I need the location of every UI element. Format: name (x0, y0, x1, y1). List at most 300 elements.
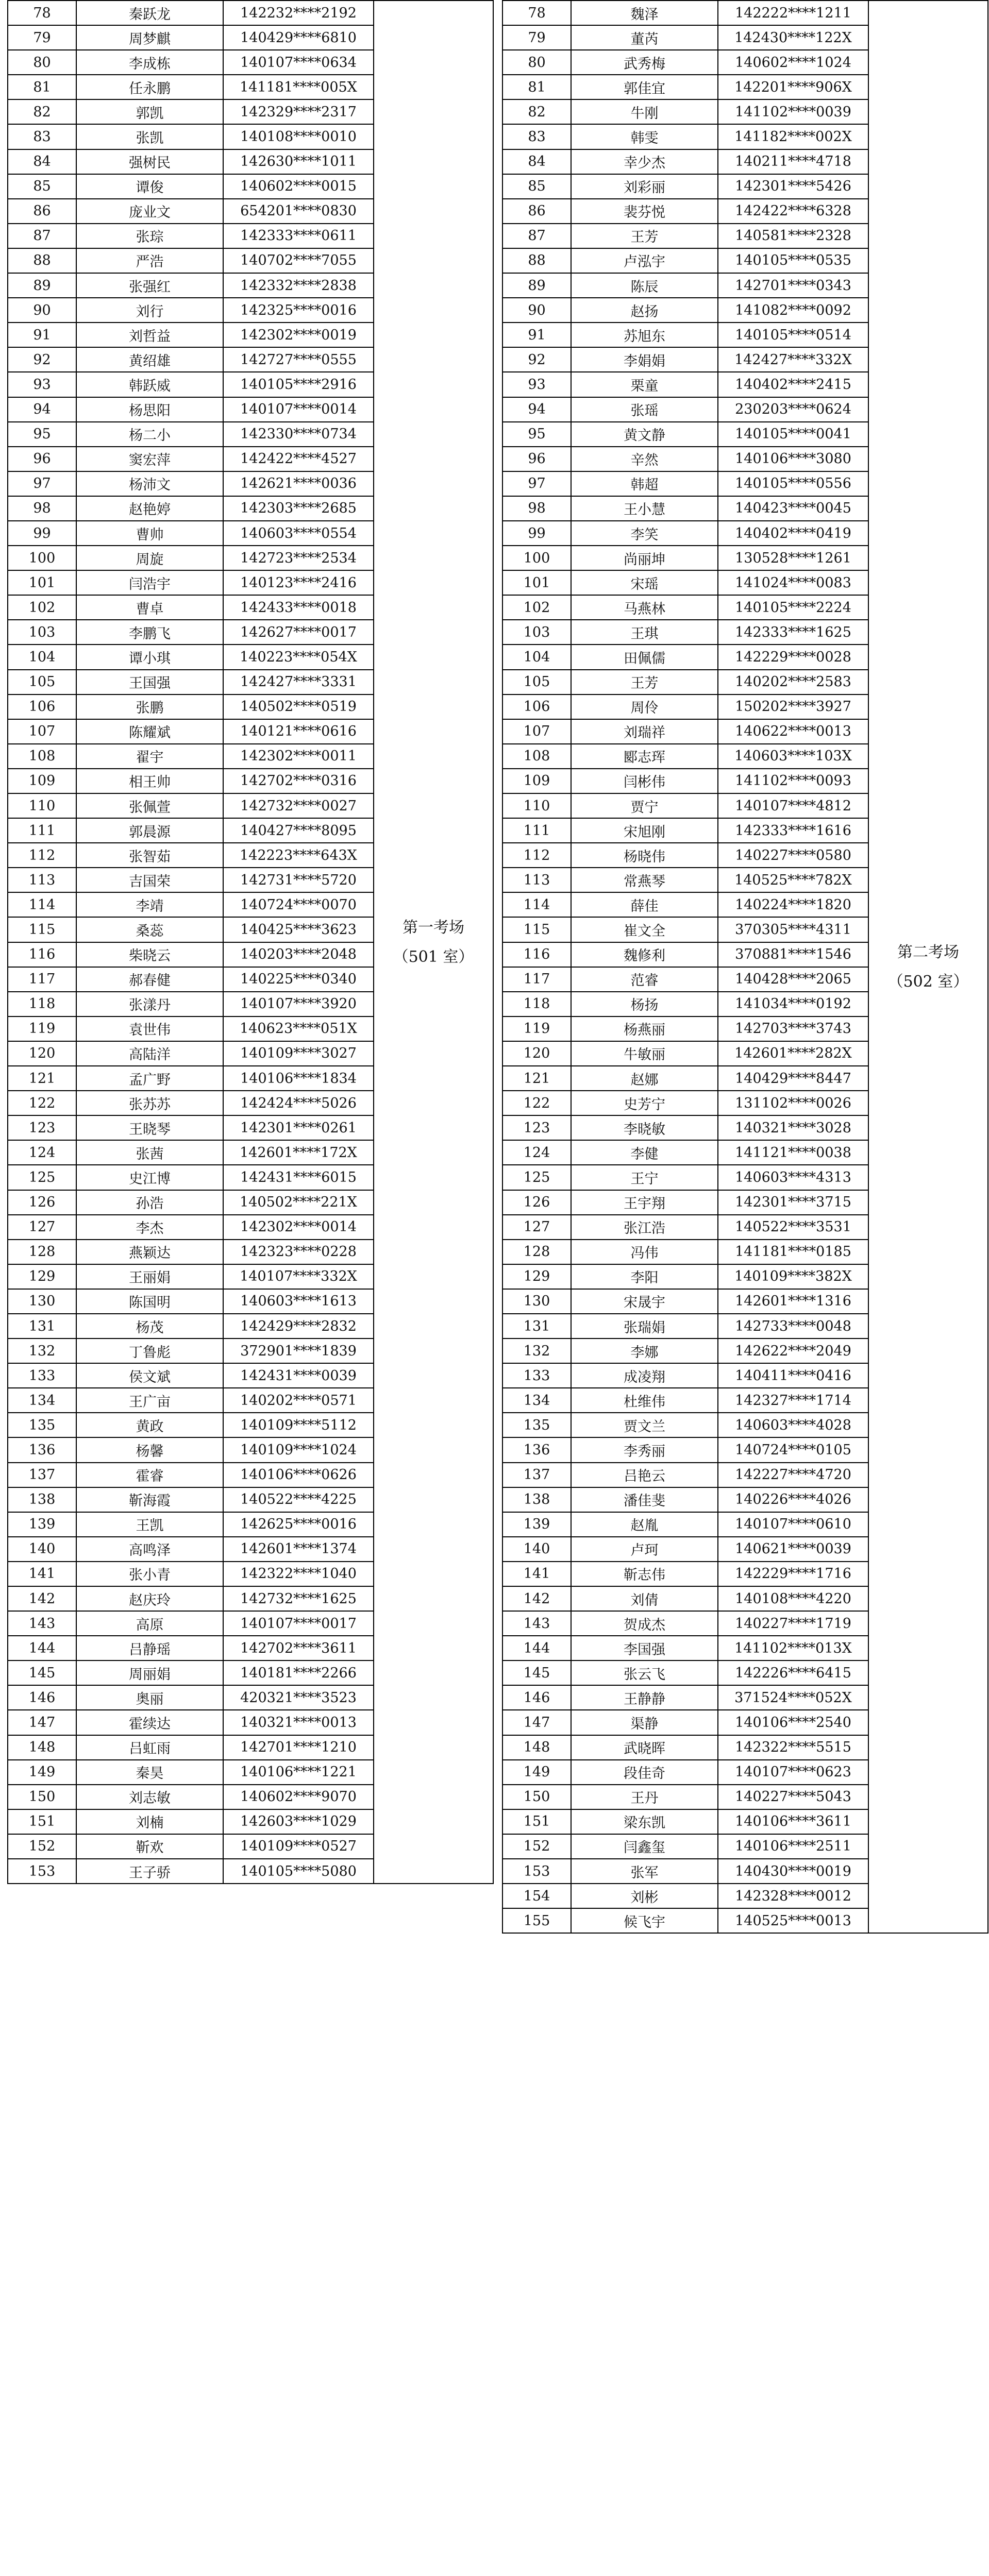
left-id-cell: 140429****6810 (223, 25, 374, 50)
right-id-cell: 142333****1625 (718, 620, 868, 645)
table-row (8, 1760, 988, 1785)
right-no-cell: 111 (502, 818, 571, 843)
left-id-cell: 140427****8095 (223, 818, 374, 843)
right-no-cell: 100 (502, 546, 571, 570)
left-id-cell: 142701****1210 (223, 1735, 374, 1760)
right-id-cell: 140227****0580 (718, 843, 868, 868)
column-gap (493, 1437, 502, 1462)
table-row (8, 1115, 988, 1140)
column-gap (493, 769, 502, 793)
table-row (8, 50, 988, 75)
table-row (8, 992, 988, 1016)
left-no-cell: 137 (8, 1463, 76, 1487)
left-name-cell: 张苏苏 (76, 1091, 223, 1115)
left-no-cell: 108 (8, 744, 76, 769)
column-gap (493, 843, 502, 868)
left-no-cell: 98 (8, 496, 76, 521)
right-no-cell: 143 (502, 1611, 571, 1636)
column-gap (493, 1264, 502, 1289)
right-name-cell: 宋瑶 (571, 570, 718, 595)
right-id-cell: 140108****4220 (718, 1586, 868, 1611)
table-row (8, 1437, 988, 1462)
table-row (8, 1066, 988, 1091)
left-no-cell: 127 (8, 1215, 76, 1240)
right-name-cell: 韩雯 (571, 124, 718, 149)
right-no-cell: 116 (502, 942, 571, 967)
left-no-cell: 149 (8, 1760, 76, 1785)
column-gap (493, 199, 502, 224)
right-name-cell: 候飞宇 (571, 1908, 718, 1933)
right-id-cell: 141024****0083 (718, 570, 868, 595)
right-id-cell: 140622****0013 (718, 719, 868, 744)
left-name-cell: 王丽娟 (76, 1264, 223, 1289)
right-name-cell: 王小慧 (571, 496, 718, 521)
left-id-cell: 654201****0830 (223, 199, 374, 224)
table-row (8, 224, 988, 248)
right-name-cell: 刘彩丽 (571, 174, 718, 199)
right-name-cell: 周伶 (571, 694, 718, 719)
left-name-cell: 杨思阳 (76, 397, 223, 422)
right-id-cell: 142703****3743 (718, 1016, 868, 1041)
left-no-cell: 115 (8, 917, 76, 942)
right-name-cell: 李娜 (571, 1338, 718, 1363)
right-id-cell: 142226****6415 (718, 1660, 868, 1685)
left-id-cell: 142322****1040 (223, 1562, 374, 1586)
right-no-cell: 121 (502, 1066, 571, 1091)
right-no-cell: 129 (502, 1264, 571, 1289)
right-id-cell: 142222****1211 (718, 1, 868, 25)
table-row (8, 1140, 988, 1165)
left-no-cell: 78 (8, 1, 76, 25)
right-no-cell: 79 (502, 25, 571, 50)
right-name-cell: 贺成杰 (571, 1611, 718, 1636)
right-id-cell: 140227****1719 (718, 1611, 868, 1636)
column-gap (493, 124, 502, 149)
right-name-cell: 冯伟 (571, 1240, 718, 1264)
left-name-cell: 庞业文 (76, 199, 223, 224)
empty-cell (8, 1884, 493, 1908)
left-no-cell: 81 (8, 75, 76, 99)
table-row (8, 397, 988, 422)
left-id-cell: 141181****005X (223, 75, 374, 99)
left-no-cell: 132 (8, 1338, 76, 1363)
left-name-cell: 吉国荣 (76, 868, 223, 892)
empty-cell (8, 1908, 493, 1933)
column-gap (493, 793, 502, 818)
left-id-cell: 142302****0019 (223, 323, 374, 347)
left-no-cell: 150 (8, 1785, 76, 1809)
column-gap (493, 1834, 502, 1859)
left-no-cell: 112 (8, 843, 76, 868)
right-name-cell: 常燕琴 (571, 868, 718, 892)
left-name-cell: 杨二小 (76, 422, 223, 447)
left-name-cell: 张智茹 (76, 843, 223, 868)
left-id-cell: 140109****5112 (223, 1413, 374, 1437)
left-name-cell: 孟广野 (76, 1066, 223, 1091)
left-id-cell: 142601****1374 (223, 1537, 374, 1562)
right-id-cell: 142601****282X (718, 1041, 868, 1066)
right-id-cell: 141034****0192 (718, 992, 868, 1016)
right-name-cell: 裴芬悦 (571, 199, 718, 224)
right-name-cell: 武秀梅 (571, 50, 718, 75)
right-id-cell: 140581****2328 (718, 224, 868, 248)
table-row (8, 1, 988, 25)
column-gap (493, 447, 502, 471)
table-row (8, 1240, 988, 1264)
right-id-cell: 130528****1261 (718, 546, 868, 570)
column-gap (493, 670, 502, 694)
room-name: 第二考场 (897, 943, 959, 961)
right-no-cell: 152 (502, 1834, 571, 1859)
column-gap (493, 645, 502, 669)
right-id-cell: 140106****2511 (718, 1834, 868, 1859)
right-name-cell: 卢珂 (571, 1537, 718, 1562)
left-no-cell: 88 (8, 248, 76, 273)
column-gap (493, 1165, 502, 1190)
right-id-cell: 141102****013X (718, 1636, 868, 1660)
room-name: 第一考场 (403, 918, 464, 937)
right-no-cell: 154 (502, 1884, 571, 1908)
right-no-cell: 103 (502, 620, 571, 645)
left-id-cell: 142427****3331 (223, 670, 374, 694)
left-no-cell: 122 (8, 1091, 76, 1115)
right-no-cell: 123 (502, 1115, 571, 1140)
left-name-cell: 周梦麒 (76, 25, 223, 50)
table-row (8, 744, 988, 769)
table-row (8, 1413, 988, 1437)
right-id-cell: 142229****0028 (718, 645, 868, 669)
left-id-cell: 140108****0010 (223, 124, 374, 149)
right-id-cell: 140105****0535 (718, 248, 868, 273)
column-gap (493, 1066, 502, 1091)
column-gap (493, 99, 502, 124)
left-id-cell: 142601****172X (223, 1140, 374, 1165)
right-id-cell: 140107****0623 (718, 1760, 868, 1785)
table-row (8, 124, 988, 149)
left-no-cell: 83 (8, 124, 76, 149)
right-no-cell: 110 (502, 793, 571, 818)
right-no-cell: 112 (502, 843, 571, 868)
right-id-cell: 140107****4812 (718, 793, 868, 818)
column-gap (493, 1537, 502, 1562)
right-no-cell: 89 (502, 273, 571, 298)
right-name-cell: 王琪 (571, 620, 718, 645)
right-name-cell: 宋晟宇 (571, 1289, 718, 1314)
left-no-cell: 106 (8, 694, 76, 719)
left-id-cell: 140107****0014 (223, 397, 374, 422)
left-id-cell: 140106****1221 (223, 1760, 374, 1785)
right-name-cell: 魏修利 (571, 942, 718, 967)
right-id-cell: 142328****0012 (718, 1884, 868, 1908)
column-gap (493, 992, 502, 1016)
left-id-cell: 372901****1839 (223, 1338, 374, 1363)
left-name-cell: 孙浩 (76, 1190, 223, 1215)
left-no-cell: 152 (8, 1834, 76, 1859)
column-gap (493, 521, 502, 546)
left-id-cell: 142723****2534 (223, 546, 374, 570)
column-gap (493, 1562, 502, 1586)
left-id-cell: 140109****3027 (223, 1041, 374, 1066)
right-no-cell: 99 (502, 521, 571, 546)
right-no-cell: 127 (502, 1215, 571, 1240)
left-name-cell: 王晓琴 (76, 1115, 223, 1140)
column-gap (493, 323, 502, 347)
column-gap (493, 917, 502, 942)
left-name-cell: 韩跃威 (76, 372, 223, 397)
left-name-cell: 秦昊 (76, 1760, 223, 1785)
right-id-cell: 140429****8447 (718, 1066, 868, 1091)
left-no-cell: 82 (8, 99, 76, 124)
left-name-cell: 李鹏飞 (76, 620, 223, 645)
right-name-cell: 辛然 (571, 447, 718, 471)
right-name-cell: 渠静 (571, 1710, 718, 1735)
right-no-cell: 144 (502, 1636, 571, 1660)
right-id-cell: 142227****4720 (718, 1463, 868, 1487)
column-gap (493, 422, 502, 447)
table-row (8, 769, 988, 793)
left-id-cell: 140602****0015 (223, 174, 374, 199)
column-gap (493, 1785, 502, 1809)
column-gap (493, 397, 502, 422)
table-row (8, 645, 988, 669)
left-id-cell: 140623****051X (223, 1016, 374, 1041)
right-no-cell: 105 (502, 670, 571, 694)
column-gap (493, 1016, 502, 1041)
right-name-cell: 李秀丽 (571, 1437, 718, 1462)
right-name-cell: 赵娜 (571, 1066, 718, 1091)
right-id-cell: 140224****1820 (718, 892, 868, 917)
right-id-cell: 142733****0048 (718, 1314, 868, 1338)
column-gap (493, 1338, 502, 1363)
left-id-cell: 142232****2192 (223, 1, 374, 25)
column-gap (493, 1859, 502, 1884)
right-no-cell: 150 (502, 1785, 571, 1809)
right-id-cell: 141102****0039 (718, 99, 868, 124)
left-id-cell: 142630****1011 (223, 149, 374, 174)
left-id-cell: 140107****0634 (223, 50, 374, 75)
left-no-cell: 138 (8, 1487, 76, 1512)
left-name-cell: 杨沛文 (76, 471, 223, 496)
left-no-cell: 94 (8, 397, 76, 422)
left-name-cell: 李成栋 (76, 50, 223, 75)
table-row (8, 1809, 988, 1834)
right-name-cell: 刘倩 (571, 1586, 718, 1611)
right-no-cell: 80 (502, 50, 571, 75)
left-name-cell: 任永鹏 (76, 75, 223, 99)
right-id-cell: 140602****1024 (718, 50, 868, 75)
right-no-cell: 134 (502, 1388, 571, 1413)
table-row (8, 25, 988, 50)
table-row (8, 347, 988, 372)
left-name-cell: 张茜 (76, 1140, 223, 1165)
left-no-cell: 148 (8, 1735, 76, 1760)
left-id-cell: 142732****1625 (223, 1586, 374, 1611)
left-id-cell: 142702****3611 (223, 1636, 374, 1660)
column-gap (493, 496, 502, 521)
right-no-cell: 106 (502, 694, 571, 719)
left-no-cell: 80 (8, 50, 76, 75)
column-gap (493, 1884, 502, 1908)
right-name-cell: 李阳 (571, 1264, 718, 1289)
right-name-cell: 李笑 (571, 521, 718, 546)
right-id-cell: 140603****4313 (718, 1165, 868, 1190)
column-gap (493, 1660, 502, 1685)
right-name-cell: 杨晓伟 (571, 843, 718, 868)
left-id-cell: 140223****054X (223, 645, 374, 669)
column-gap (493, 471, 502, 496)
right-name-cell: 张瑞娟 (571, 1314, 718, 1338)
table-row (8, 1562, 988, 1586)
column-gap (493, 25, 502, 50)
left-no-cell: 103 (8, 620, 76, 645)
left-no-cell: 109 (8, 769, 76, 793)
right-no-cell: 146 (502, 1685, 571, 1710)
right-id-cell: 141182****002X (718, 124, 868, 149)
left-no-cell: 117 (8, 967, 76, 992)
right-no-cell: 95 (502, 422, 571, 447)
right-name-cell: 李健 (571, 1140, 718, 1165)
table-row (8, 174, 988, 199)
table-row (8, 694, 988, 719)
table-row (8, 248, 988, 273)
left-name-cell: 刘行 (76, 298, 223, 323)
left-no-cell: 121 (8, 1066, 76, 1091)
left-no-cell: 111 (8, 818, 76, 843)
left-id-cell: 140106****0626 (223, 1463, 374, 1487)
table-row (8, 1859, 988, 1884)
left-name-cell: 相王帅 (76, 769, 223, 793)
left-id-cell: 140106****1834 (223, 1066, 374, 1091)
left-name-cell: 高鸣泽 (76, 1537, 223, 1562)
column-gap (493, 719, 502, 744)
right-name-cell: 魏泽 (571, 1, 718, 25)
left-id-cell: 140105****2916 (223, 372, 374, 397)
left-name-cell: 张漾丹 (76, 992, 223, 1016)
left-name-cell: 侯文斌 (76, 1363, 223, 1388)
right-no-cell: 91 (502, 323, 571, 347)
column-gap (493, 1388, 502, 1413)
right-id-cell: 142430****122X (718, 25, 868, 50)
column-gap (493, 1809, 502, 1834)
table-row (8, 1908, 988, 1933)
right-name-cell: 幸少杰 (571, 149, 718, 174)
left-id-cell: 140121****0616 (223, 719, 374, 744)
left-id-cell: 140107****332X (223, 1264, 374, 1289)
table-row (8, 1388, 988, 1413)
right-name-cell: 成凌翔 (571, 1363, 718, 1388)
left-name-cell: 郝春健 (76, 967, 223, 992)
right-name-cell: 杨扬 (571, 992, 718, 1016)
left-name-cell: 张琮 (76, 224, 223, 248)
column-gap (493, 892, 502, 917)
left-no-cell: 107 (8, 719, 76, 744)
left-name-cell: 吕静瑶 (76, 1636, 223, 1660)
left-no-cell: 139 (8, 1512, 76, 1537)
left-no-cell: 145 (8, 1660, 76, 1685)
right-name-cell: 李晓敏 (571, 1115, 718, 1140)
column-gap (493, 744, 502, 769)
right-id-cell: 140226****4026 (718, 1487, 868, 1512)
left-id-cell: 142424****5026 (223, 1091, 374, 1115)
left-no-cell: 99 (8, 521, 76, 546)
right-id-cell: 141121****0038 (718, 1140, 868, 1165)
table-row (8, 1338, 988, 1363)
table-row (8, 1215, 988, 1240)
table-row (8, 1512, 988, 1537)
column-gap (493, 149, 502, 174)
left-no-cell: 134 (8, 1388, 76, 1413)
right-no-cell: 88 (502, 248, 571, 273)
left-name-cell: 闫浩宇 (76, 570, 223, 595)
right-no-cell: 122 (502, 1091, 571, 1115)
table-row (8, 570, 988, 595)
left-id-cell: 140202****0571 (223, 1388, 374, 1413)
table-row (8, 1710, 988, 1735)
right-no-cell: 101 (502, 570, 571, 595)
right-id-cell: 142322****5515 (718, 1735, 868, 1760)
left-name-cell: 李杰 (76, 1215, 223, 1240)
table-row (8, 372, 988, 397)
left-name-cell: 赵艳婷 (76, 496, 223, 521)
table-row (8, 1487, 988, 1512)
right-no-cell: 102 (502, 595, 571, 620)
right-no-cell: 85 (502, 174, 571, 199)
table-row (8, 1463, 988, 1487)
left-name-cell: 丁鲁彪 (76, 1338, 223, 1363)
column-gap (493, 50, 502, 75)
right-id-cell: 140105****2224 (718, 595, 868, 620)
right-name-cell: 王静静 (571, 1685, 718, 1710)
right-no-cell: 115 (502, 917, 571, 942)
left-no-cell: 126 (8, 1190, 76, 1215)
table-row (8, 595, 988, 620)
left-name-cell: 靳欢 (76, 1834, 223, 1859)
right-id-cell: 140105****0556 (718, 471, 868, 496)
left-name-cell: 王国强 (76, 670, 223, 694)
table-row (8, 1289, 988, 1314)
table-row (8, 471, 988, 496)
table-row (8, 620, 988, 645)
left-id-cell: 142702****0316 (223, 769, 374, 793)
left-id-cell: 142603****1029 (223, 1809, 374, 1834)
right-no-cell: 139 (502, 1512, 571, 1537)
right-no-cell: 119 (502, 1016, 571, 1041)
right-name-cell: 薛佳 (571, 892, 718, 917)
right-name-cell: 赵扬 (571, 298, 718, 323)
right-name-cell: 段佳奇 (571, 1760, 718, 1785)
left-id-cell: 142431****6015 (223, 1165, 374, 1190)
column-gap (493, 1760, 502, 1785)
right-name-cell: 张云飞 (571, 1660, 718, 1685)
column-gap (493, 694, 502, 719)
right-no-cell: 90 (502, 298, 571, 323)
column-gap (493, 1215, 502, 1240)
table-row (8, 1834, 988, 1859)
left-no-cell: 105 (8, 670, 76, 694)
right-name-cell: 梁东凯 (571, 1809, 718, 1834)
left-no-cell: 89 (8, 273, 76, 298)
right-no-cell: 96 (502, 447, 571, 471)
left-name-cell: 曹卓 (76, 595, 223, 620)
column-gap (493, 1611, 502, 1636)
column-gap (493, 1240, 502, 1264)
left-name-cell: 张小青 (76, 1562, 223, 1586)
table-row (8, 719, 988, 744)
right-id-cell: 140106****3080 (718, 447, 868, 471)
right-no-cell: 153 (502, 1859, 571, 1884)
right-no-cell: 125 (502, 1165, 571, 1190)
left-id-cell: 142223****643X (223, 843, 374, 868)
